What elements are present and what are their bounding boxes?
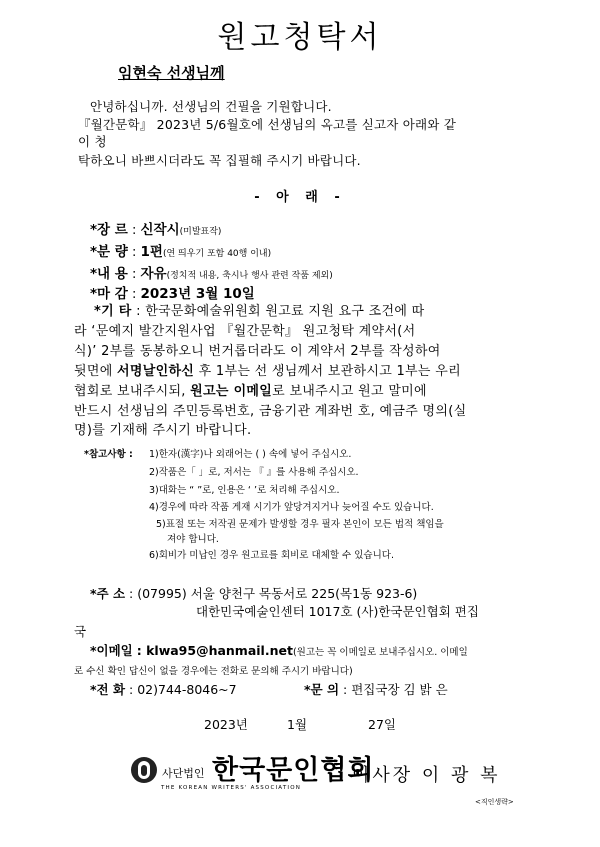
note-item: 1)한자(漢字)나 외래어는 ( ) 속에 넣어 주십시오. bbox=[149, 449, 352, 460]
detail-label: *마 감 bbox=[90, 286, 128, 302]
address-line-2: 대한민국예술인센터 1017호 (사)한국문인협회 편집 bbox=[196, 604, 479, 619]
detail-value: 자유 bbox=[140, 266, 167, 282]
detail-note: (연 띄우기 포함 40행 이내) bbox=[162, 249, 272, 259]
notes-label: *참고사항 : bbox=[84, 449, 133, 460]
address-line-3: 국 bbox=[74, 624, 87, 639]
phone-label: *전 화 bbox=[90, 682, 126, 697]
other-line-6: 반드시 선생님의 주민등록번호, 금융기관 계좌번 호, 예금주 명의(실 bbox=[74, 404, 467, 419]
inquiry-label: *문 의 bbox=[304, 682, 340, 697]
intro-line-3: 탁하오니 바쁘시더라도 꼭 집필해 주시기 바랍니다. bbox=[78, 153, 361, 168]
document-title: 원고청탁서 bbox=[217, 20, 383, 55]
detail-note: (정치적 내용, 축시나 행사 관련 작품 제외) bbox=[166, 271, 333, 281]
org-name: 한국문인협회 bbox=[212, 755, 375, 786]
intro-line-2: 이 청 bbox=[78, 134, 107, 149]
detail-content: *내 용 : 자유(정치적 내용, 축시나 행사 관련 작품 제외) bbox=[90, 266, 333, 282]
note-item: 6)회비가 미납인 경우 원고료를 회비로 대체할 수 있습니다. bbox=[149, 550, 394, 561]
other-line-1: *기 타 : 한국문화예술위원회 원고료 지원 요구 조건에 따 bbox=[94, 304, 425, 319]
date-day: 27일 bbox=[368, 717, 396, 732]
detail-deadline: *마 감 : 2023년 3월 10일 bbox=[90, 286, 255, 302]
detail-value: 2023년 3월 10일 bbox=[140, 286, 255, 302]
other-label: *기 타 bbox=[94, 304, 132, 319]
org-prefix: 사단법인 bbox=[162, 767, 205, 780]
date-month: 1월 bbox=[287, 717, 308, 732]
email-label: *이메일 bbox=[90, 643, 133, 658]
detail-genre: *장 르 : 신작시(미발표작) bbox=[90, 222, 222, 238]
president-name: 이사장 이 광 복 bbox=[352, 765, 501, 786]
association-logo-icon bbox=[131, 757, 157, 783]
note-item: 5)표절 또는 저작권 문제가 발생할 경우 필자 본인이 모든 법적 책임을 bbox=[156, 519, 444, 530]
detail-label: *장 르 bbox=[90, 222, 128, 238]
recipient: 임현숙 선생님께 bbox=[118, 64, 225, 82]
note-item: 2)작품은「 」로, 저서는 『 』를 사용해 주십시오. bbox=[149, 467, 359, 478]
detail-note: (미발표작) bbox=[179, 227, 222, 237]
date-year: 2023년 bbox=[204, 717, 248, 732]
detail-value: 1편 bbox=[140, 244, 163, 260]
detail-label: *내 용 bbox=[90, 266, 128, 282]
other-line-4: 뒷면에 서명날인하신 후 1부는 선 생님께서 보관하시고 1부는 우리 bbox=[74, 364, 461, 379]
email-note: (원고는 꼭 이메일로 보내주십시오. 이메일 bbox=[292, 647, 468, 658]
section-heading: - 아 래 - bbox=[254, 190, 346, 205]
other-line-3: 식)’ 2부를 동봉하오니 번거롭더라도 이 계약서 2부를 작성하여 bbox=[74, 344, 441, 359]
address-label: *주 소 bbox=[90, 586, 126, 601]
note-item: 3)대화는 “ ”로, 인용은 ‘ ’로 처리해 주십시오. bbox=[149, 485, 340, 496]
other-line-5: 협회로 보내주시되, 원고는 이메일로 보내주시고 원고 말미에 bbox=[74, 384, 427, 399]
org-english: THE KOREAN WRITERS' ASSOCIATION bbox=[161, 785, 302, 791]
other-line-7: 명)를 기재해 주시기 바랍니다. bbox=[74, 423, 252, 438]
phone-line: *전 화 : 02)744-8046~7 bbox=[90, 682, 237, 697]
intro-line-1: 『월간문학』 2023년 5/6월호에 선생님의 옥고를 싣고자 아래와 같 bbox=[78, 117, 456, 132]
note-item: 져야 합니다. bbox=[167, 534, 219, 545]
email-address: : klwa95@hanmail.net bbox=[136, 643, 293, 658]
detail-label: *분 량 bbox=[90, 244, 128, 260]
stamp-omitted-note: <직인생략> bbox=[475, 798, 514, 806]
detail-length: *분 량 : 1편(연 띄우기 포함 40행 이내) bbox=[90, 244, 272, 260]
inquiry-line: *문 의 : 편집국장 김 밝 은 bbox=[304, 682, 448, 697]
detail-value: 신작시 bbox=[140, 222, 180, 238]
greeting: 안녕하십니까. 선생님의 건필을 기원합니다. bbox=[90, 99, 332, 114]
note-item: 4)경우에 따라 작품 게재 시기가 앞당겨지거나 늦어질 수도 있습니다. bbox=[149, 502, 434, 513]
email-line bbox=[90, 641, 468, 659]
address-line-1: *주 소 : (07995) 서울 양천구 목동서로 225(목1동 923-6) bbox=[90, 586, 418, 601]
email-note-2: 로 수신 확인 답신이 없을 경우에는 전화로 문의해 주시기 바랍니다) bbox=[74, 666, 353, 677]
other-line-2: 라 ‘문예지 발간지원사업 『월간문학』 원고청탁 계약서(서 bbox=[74, 324, 416, 339]
